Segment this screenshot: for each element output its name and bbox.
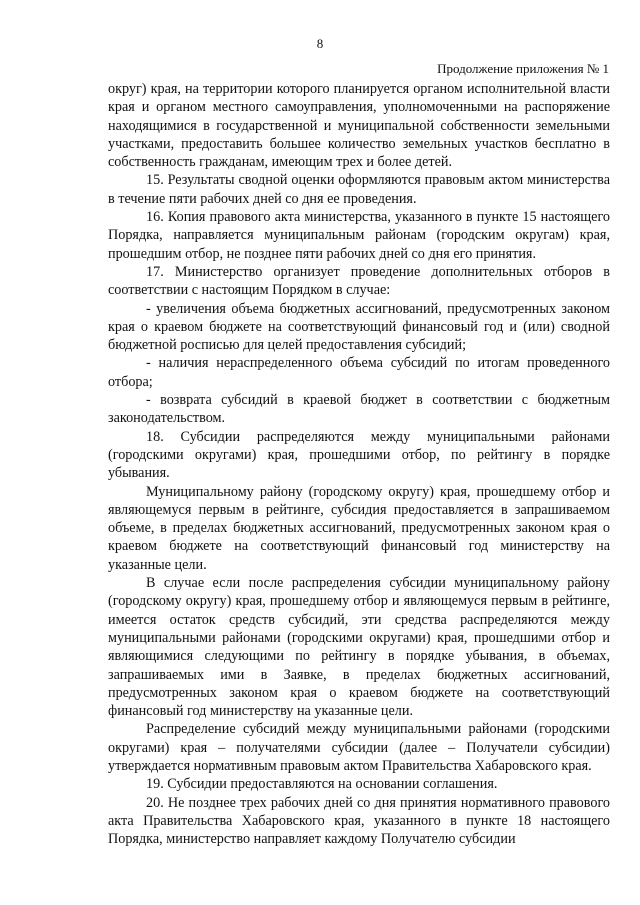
paragraph-distribution-approval: Распределение субсидий между муниципальными районами (городскими округами) края – получателями субсидии (далее – Получатели субсидии) утверждается нормативным правовым актом Правительства Хабаровского края.: [108, 721, 610, 774]
paragraph-18: 18. Субсидии распределяются между муниципальными районами (городскими округами) края, прошедшими отбор, по рейтингу в порядке убывания.: [108, 428, 610, 482]
paragraph-19: 19. Субсидии предоставляются на основании соглашения.: [146, 776, 498, 793]
paragraph-continuation: округ) края, на территории которого планируется органом исполнительной власти края и органом местного самоуправления, уполномоченными на распоряжение находящимися в государственной и муниципальной собственности земельными участками, предоставить большее количество земельных участков бесплатно в собственность гражданам, имеющим трех и более детей.: [108, 81, 610, 171]
paragraph-remaining-funds: В случае если после распределения субсидии муниципальному району (городскому округу) края, прошедшему отбор и являющемуся первым в рейтинге, имеется остаток средств субсидий, эти средства распределяются между муниципальными районами (городскими округами) края, прошедшими отбор и являющимися следующими по рейтингу в порядке убывания, в объемах, запрашиваемых ими в Заявке, в пределах бюджетных ассигнований, предусмотренных законом края о краевом бюджете на соответствующий финансовый год министерству на указанные цели.: [108, 575, 610, 720]
paragraph-16: 16. Копия правового акта министерства, указанного в пункте 15 настоящего Порядка, направляется муниципальным районам (городским округам) края, прошедшим отбор, не позднее пяти рабочих дней со дня его принятия.: [108, 209, 610, 262]
paragraph-17: 17. Министерство организует проведение дополнительных отборов в соответствии с настоящим Порядком в случае:: [108, 263, 610, 299]
document-body: [108, 80, 610, 848]
list-item-budget-increase: - увеличения объема бюджетных ассигнований, предусмотренных законом края о краевом бюджете на соответствующий финансовый год и (или) сводной бюджетной росписью для целей предоставления субсидий;: [108, 300, 610, 354]
list-item-subsidy-return: - возврата субсидий в краевой бюджет в соответствии с бюджетным законодательством.: [108, 392, 610, 427]
list-item-unallocated-volume: - наличия нераспределенного объема субсидий по итогам проведенного отбора;: [108, 355, 610, 390]
appendix-label: Продолжение приложения № 1: [437, 61, 609, 76]
page-number: 8: [316, 36, 324, 51]
paragraph-first-in-rating: Муниципальному району (городскому округу) края, прошедшему отбор и являющемуся первым в рейтинге, субсидия предоставляется в запрашиваемом объеме, в пределах бюджетных ассигнований, предусмотренных законом края о краевом бюджете на соответствующий финансовый год министерству на указанные цели.: [108, 483, 610, 573]
paragraph-15: 15. Результаты сводной оценки оформляются правовым актом министерства в течение пяти рабочих дней со дня ее проведения.: [108, 172, 610, 207]
paragraph-20: 20. Не позднее трех рабочих дней со дня принятия нормативного правового акта Правительства Хабаровского края, указанного в пункте 18 настоящего Порядка, министерство направляет каждому Получателю субсидии: [108, 794, 610, 848]
